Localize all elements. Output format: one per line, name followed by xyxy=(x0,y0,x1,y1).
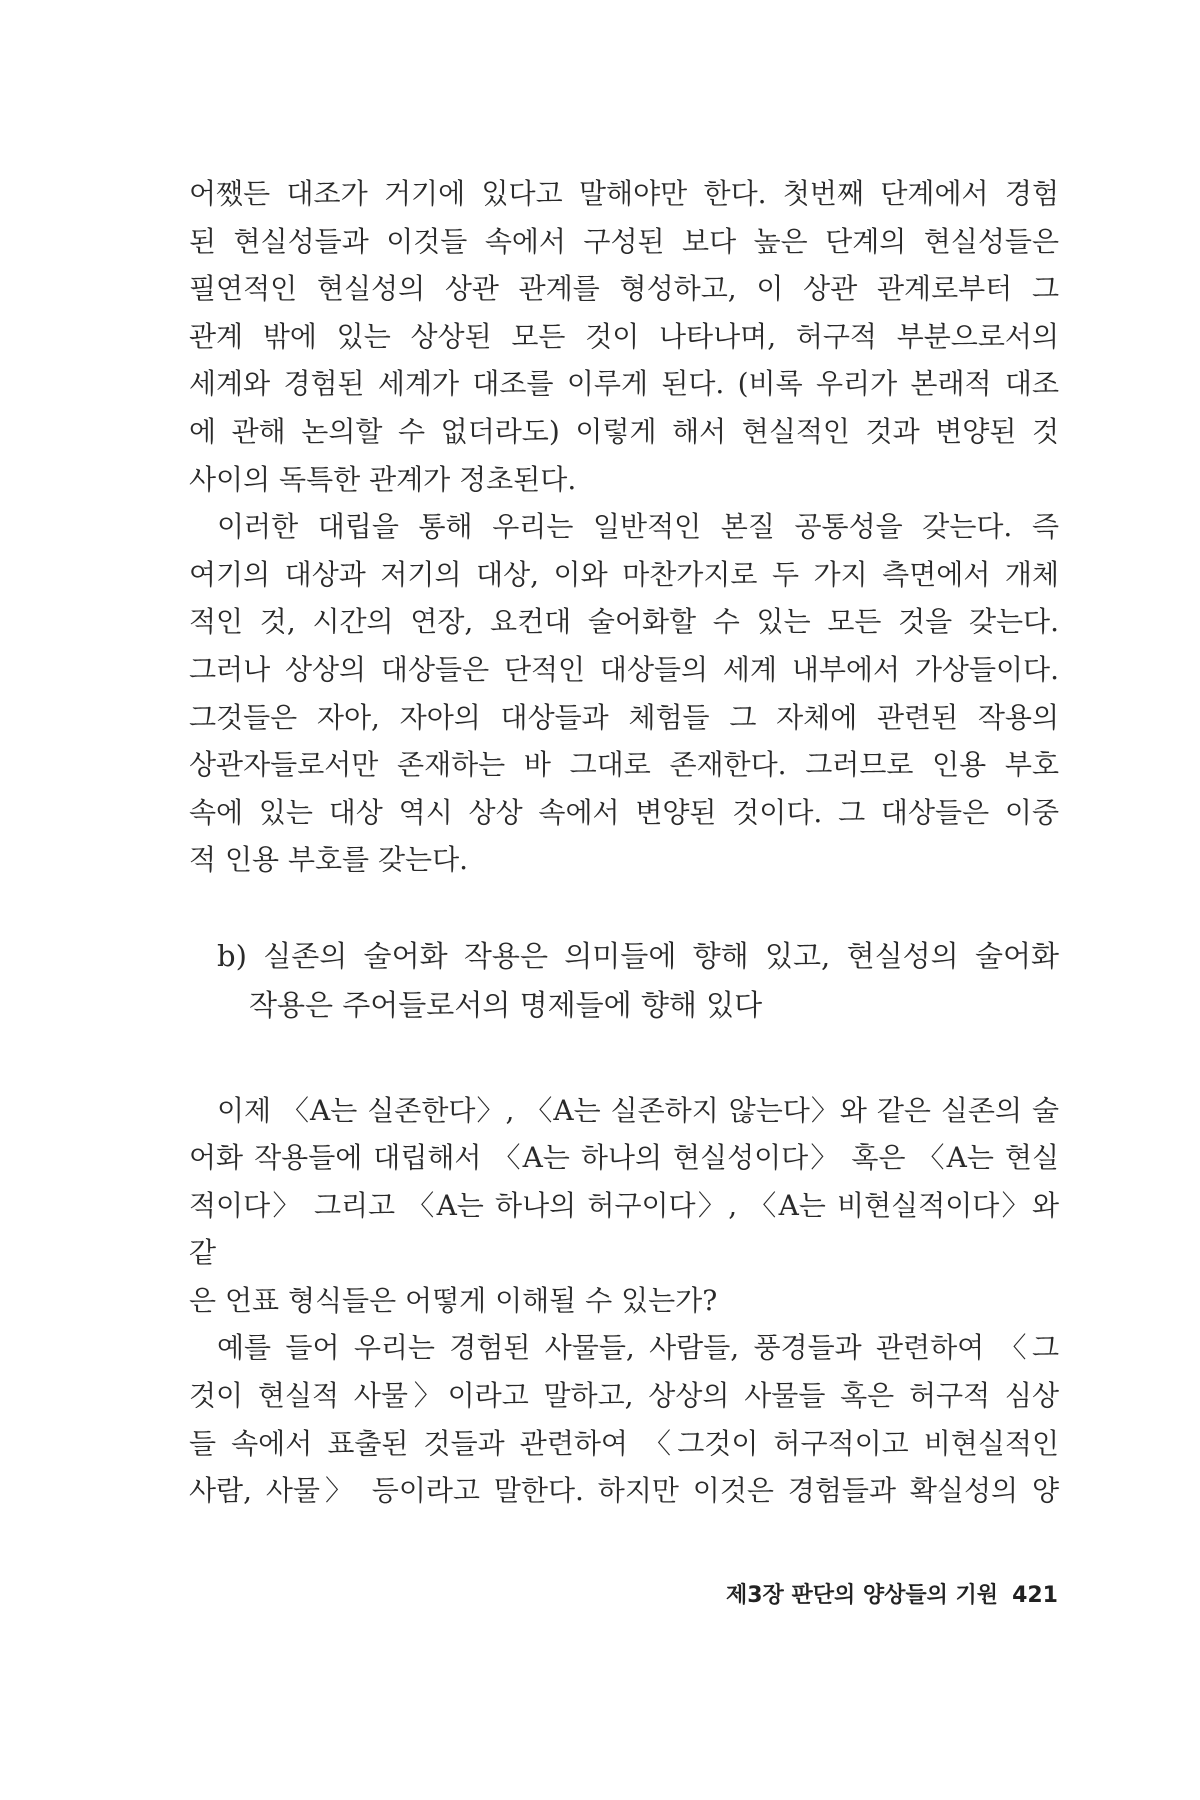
text-line: 은 언표 형식들은 어떻게 이해될 수 있는가? xyxy=(189,1283,718,1317)
text-line: 예를 들어 우리는 경험된 사물들, 사람들, 풍경들과 관련하여 〈그 xyxy=(217,1331,1059,1365)
text-line: 그러나 상상의 대상들은 단적인 대상들의 세계 내부에서 가상들이다. xyxy=(189,652,1059,686)
text-line: 필연적인 현실성의 상관 관계를 형성하고, 이 상관 관계로부터 그 xyxy=(189,272,1059,306)
text-line: 속에 있는 대상 역시 상상 속에서 변양된 것이다. 그 대상들은 이중 xyxy=(189,795,1059,829)
text-line: 여기의 대상과 저기의 대상, 이와 마찬가지로 두 가지 측면에서 개체 xyxy=(189,557,1059,591)
text-line: 적 인용 부호를 갖는다. xyxy=(189,843,469,877)
text-line: 적이다〉 그리고 〈A는 하나의 허구이다〉, 〈A는 비현실적이다〉와 같 xyxy=(189,1188,1059,1270)
paragraph-4 xyxy=(189,1324,1059,1514)
section-heading xyxy=(189,932,1059,1031)
text-line: 이러한 대립을 통해 우리는 일반적인 본질 공통성을 갖는다. 즉 xyxy=(217,510,1059,544)
running-head: 제3장 판단의 양상들의 기원 xyxy=(726,1583,999,1608)
page-footer xyxy=(628,1578,1058,1609)
text-line: 사람, 사물〉 등이라고 말한다. 하지만 이것은 경험들과 확실성의 양 xyxy=(189,1474,1059,1508)
text-line: 어화 작용들에 대립해서 〈A는 하나의 현실성이다〉 혹은 〈A는 현실 xyxy=(189,1141,1059,1175)
page-number: 421 xyxy=(1012,1583,1058,1608)
text-line: 적인 것, 시간의 연장, 요컨대 술어화할 수 있는 모든 것을 갖는다. xyxy=(189,605,1059,639)
text-line: 어쨌든 대조가 거기에 있다고 말해야만 한다. 첫번째 단계에서 경험 xyxy=(189,177,1059,210)
text-line: 상관자들로서만 존재하는 바 그대로 존재한다. 그러므로 인용 부호 xyxy=(189,748,1059,782)
paragraph-1 xyxy=(189,170,1059,503)
body-text xyxy=(189,170,1059,1515)
text-line: 그것들은 자아, 자아의 대상들과 체험들 그 자체에 관련된 작용의 xyxy=(189,700,1059,734)
paragraph-3 xyxy=(189,1087,1059,1325)
text-line: 것이 현실적 사물〉이라고 말하고, 상상의 사물들 혹은 허구적 심상 xyxy=(189,1379,1059,1413)
text-line: 된 현실성들과 이것들 속에서 구성된 보다 높은 단계의 현실성들은 xyxy=(189,224,1059,258)
paragraph-2 xyxy=(189,503,1059,884)
text-line: 세계와 경험된 세계가 대조를 이루게 된다. (비록 우리가 본래적 대조 xyxy=(189,367,1059,401)
text-line: 사이의 독특한 관계가 정초된다. xyxy=(189,462,577,496)
text-line: 에 관해 논의할 수 없더라도) 이렇게 해서 현실적인 것과 변양된 것 xyxy=(189,414,1059,448)
section-heading-line: b) 실존의 술어화 작용은 의미들에 향해 있고, 현실성의 술어화 xyxy=(217,938,1059,973)
text-line: 들 속에서 표출된 것들과 관련하여 〈그것이 허구적이고 비현실적인 xyxy=(189,1426,1059,1460)
section-heading-line: 작용은 주어들로서의 명제들에 향해 있다 xyxy=(249,988,763,1023)
text-line: 이제 〈A는 실존한다〉, 〈A는 실존하지 않는다〉와 같은 실존의 술 xyxy=(217,1093,1059,1127)
text-line: 관계 밖에 있는 상상된 모든 것이 나타나며, 허구적 부분으로서의 xyxy=(189,319,1059,353)
